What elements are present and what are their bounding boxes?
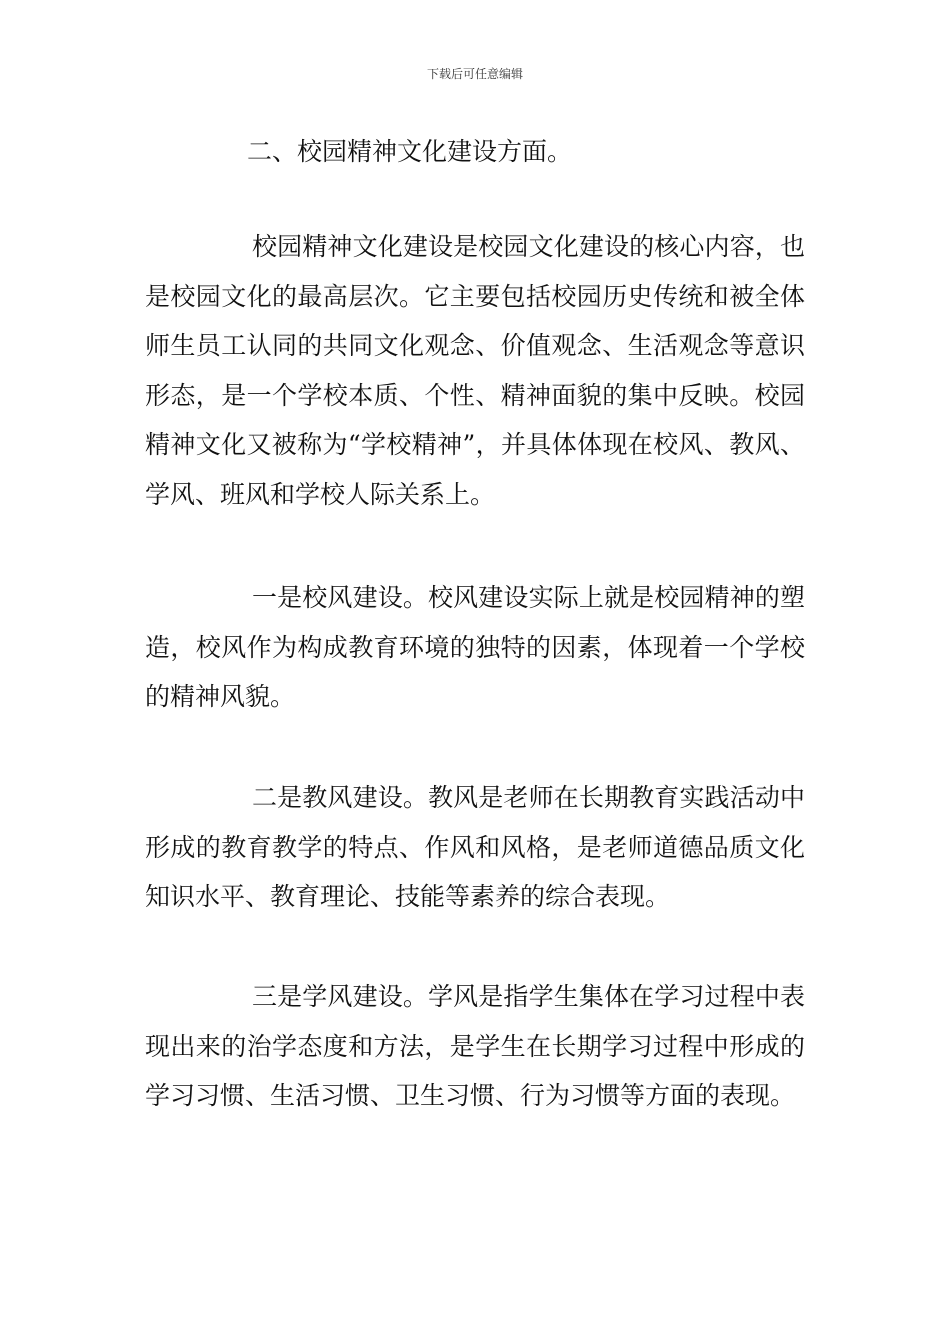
paragraph-teaching-style: 二是教风建设。教风是老师在长期教育实践活动中形成的教育教学的特点、作风和风格，是老师道德品质文化知识水平、教育理论、技能等素养的综合表现。	[145, 783, 805, 911]
paragraph-campus-spirit: 校园精神文化建设是校园文化建设的核心内容，也是校园文化的最高层次。它主要包括校园历史传统和被全体师生员工认同的共同文化观念、价值观念、生活观念等意识形态，是一个学校本质、个性、精神面貌的集中反映。校园精神文化又被称为“学校精神”，并具体体现在校风、教风、学风、班风和学校人际关系上。	[145, 232, 805, 509]
header-note: 下载后可任意编辑	[426, 67, 523, 81]
paragraph-study-style: 三是学风建设。学风是指学生集体在学习过程中表现出来的治学态度和方法，是学生在长期学习过程中形成的学习习惯、生活习惯、卫生习惯、行为习惯等方面的表现。	[145, 982, 805, 1110]
section-heading: 二、校园精神文化建设方面。	[247, 137, 573, 166]
paragraph-school-ethos: 一是校风建设。校风建设实际上就是校园精神的塑造，校风作为构成教育环境的独特的因素，体现着一个学校的精神风貌。	[145, 583, 805, 711]
